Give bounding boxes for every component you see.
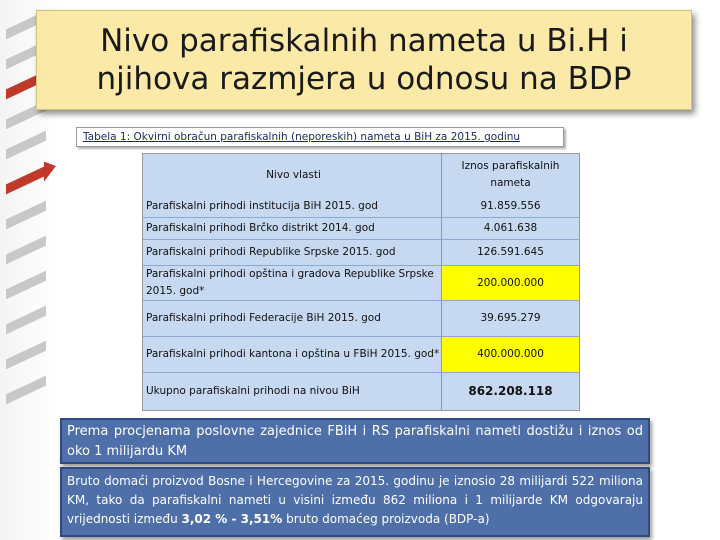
- gdp-note-box: [60, 467, 650, 537]
- page-title: Nivo parafiskalnih nameta u Bi.H i njihova razmjera u odnosu na BDP: [96, 23, 632, 97]
- table-total-row: [143, 372, 579, 410]
- table-header-row: [143, 154, 579, 196]
- row-value: 91.859.556: [441, 196, 579, 217]
- gdp-share-range: 3,02 % - 3,51%: [181, 512, 283, 526]
- gdp-note-text: Bruto domaći proizvod Bosne i Hercegovine za 2015. godinu je iznosio 28 milijardi 522 miliona KM, tako da parafiskalni nameti u visini između 862 miliona i 1 milijarde KM odgovaraju vrijednosti između: [67, 474, 643, 526]
- row-value: 200.000.000: [441, 266, 579, 300]
- row-label: Parafiskalni prihodi Brčko distrikt 2014. god: [146, 222, 375, 234]
- total-label: Ukupno parafiskalni prihodi na nivou BiH: [146, 385, 360, 397]
- header-amount: Iznos parafiskalnih nameta: [441, 154, 579, 196]
- table-row: [143, 300, 579, 336]
- table-row: [143, 239, 579, 265]
- header-level: Nivo vlasti: [266, 168, 321, 181]
- row-label: Parafiskalni prihodi opština i gradova Republike Srpske 2015. god*: [146, 268, 434, 297]
- row-label: Parafiskalni prihodi institucija BiH 2015. god: [146, 200, 378, 212]
- row-value: 4.061.638: [441, 218, 579, 239]
- row-label: Parafiskalni prihodi Federacije BiH 2015. god: [146, 312, 381, 324]
- table-row: [143, 336, 579, 372]
- row-value: 39.695.279: [441, 301, 579, 336]
- title-banner: [36, 10, 692, 110]
- table-row: [143, 265, 579, 300]
- data-table: [142, 153, 580, 411]
- row-label: Parafiskalni prihodi Republike Srpske 2015. god: [146, 246, 396, 258]
- gdp-note-tail: bruto domaćeg proizvoda (BDP-a): [282, 512, 490, 526]
- estimate-note-box: Prema procjenama poslovne zajednice FBiH i RS parafiskalni nameti dostižu i iznos od oko 1 milijardu KM: [60, 418, 650, 464]
- row-value: 400.000.000: [441, 337, 579, 372]
- table-caption: Tabela 1: Okvirni obračun parafiskalnih (neporeskih) nameta u BiH za 2015. godinu: [76, 127, 564, 147]
- table-row: [143, 196, 579, 217]
- table-row: [143, 217, 579, 239]
- total-value: 862.208.118: [441, 373, 579, 410]
- row-label: Parafiskalni prihodi kantona i opština u FBiH 2015. god*: [146, 348, 440, 360]
- row-value: 126.591.645: [441, 240, 579, 265]
